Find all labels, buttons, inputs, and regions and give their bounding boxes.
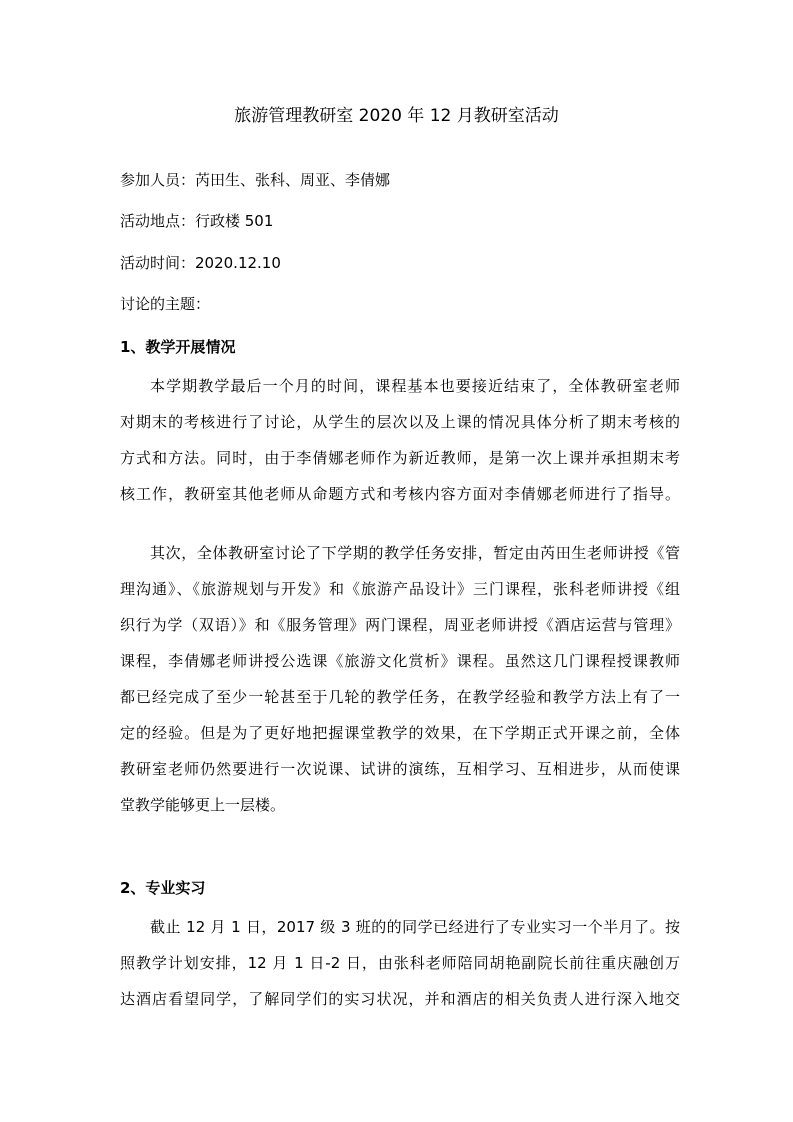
paragraph-line: 核工作，教研室其他老师从命题方式和考核内容方面对李倩娜老师进行了指导。 (120, 485, 680, 503)
section2-paragraph-1 (120, 909, 680, 1017)
paragraph-line: 都已经完成了至少一轮甚至于几轮的教学任务，在教学经验和教学方法上有了一 (120, 688, 680, 706)
section1-paragraph-1 (120, 368, 680, 512)
section1-heading: 1、教学开展情况 (120, 338, 236, 356)
topic-intro: 讨论的主题： (120, 295, 211, 313)
paragraph-line: 截止 12 月 1 日，2017 级 3 班的的同学已经进行了专业实习一个半月了。按 (150, 918, 680, 936)
paragraph-line: 照教学计划安排，12 月 1 日-2 日，由张科老师陪同胡艳副院长前往重庆融创万 (120, 954, 680, 972)
paragraph-line: 其次，全体教研室讨论了下学期的教学任务安排，暂定由芮田生老师讲授《管 (150, 544, 680, 562)
paragraph-line: 理沟通》、《旅游规划与开发》和《旅游产品设计》三门课程，张科老师讲授《组 (120, 580, 680, 598)
section2-heading: 2、专业实习 (120, 879, 206, 897)
location-line: 活动地点：行政楼 501 (120, 212, 274, 230)
paragraph-line: 课程，李倩娜老师讲授公选课《旅游文化赏析》课程。虽然这几门课程授课教师 (120, 652, 680, 670)
paragraph-line: 达酒店看望同学，了解同学们的实习状况，并和酒店的相关负责人进行深入地交 (120, 990, 680, 1008)
paragraph-line: 织行为学（双语）》和《服务管理》两门课程，周亚老师讲授《酒店运营与管理》 (120, 616, 680, 634)
document-title: 旅游管理教研室 2020 年 12 月教研室活动 (234, 106, 559, 126)
paragraph-line: 定的经验。但是为了更好地把握课堂教学的效果，在下学期正式开课之前，全体 (120, 724, 680, 742)
paragraph-line: 堂教学能够更上一层楼。 (120, 796, 286, 814)
paragraph-line: 方式和方法。同时，由于李倩娜老师作为新近教师，是第一次上课并承担期末考 (120, 449, 680, 467)
section1-paragraph-2 (120, 535, 680, 823)
paragraph-line: 对期末的考核进行了讨论，从学生的层次以及上课的情况具体分析了期末考核的 (120, 413, 680, 431)
participants-line: 参加人员：芮田生、张科、周亚、李倩娜 (120, 171, 391, 189)
paragraph-line: 本学期教学最后一个月的时间，课程基本也要接近结束了，全体教研室老师 (150, 377, 680, 395)
paragraph-line: 教研室老师仍然要进行一次说课、试讲的演练，互相学习、互相进步，从而使课 (120, 760, 680, 778)
time-line: 活动时间：2020.12.10 (120, 254, 281, 272)
